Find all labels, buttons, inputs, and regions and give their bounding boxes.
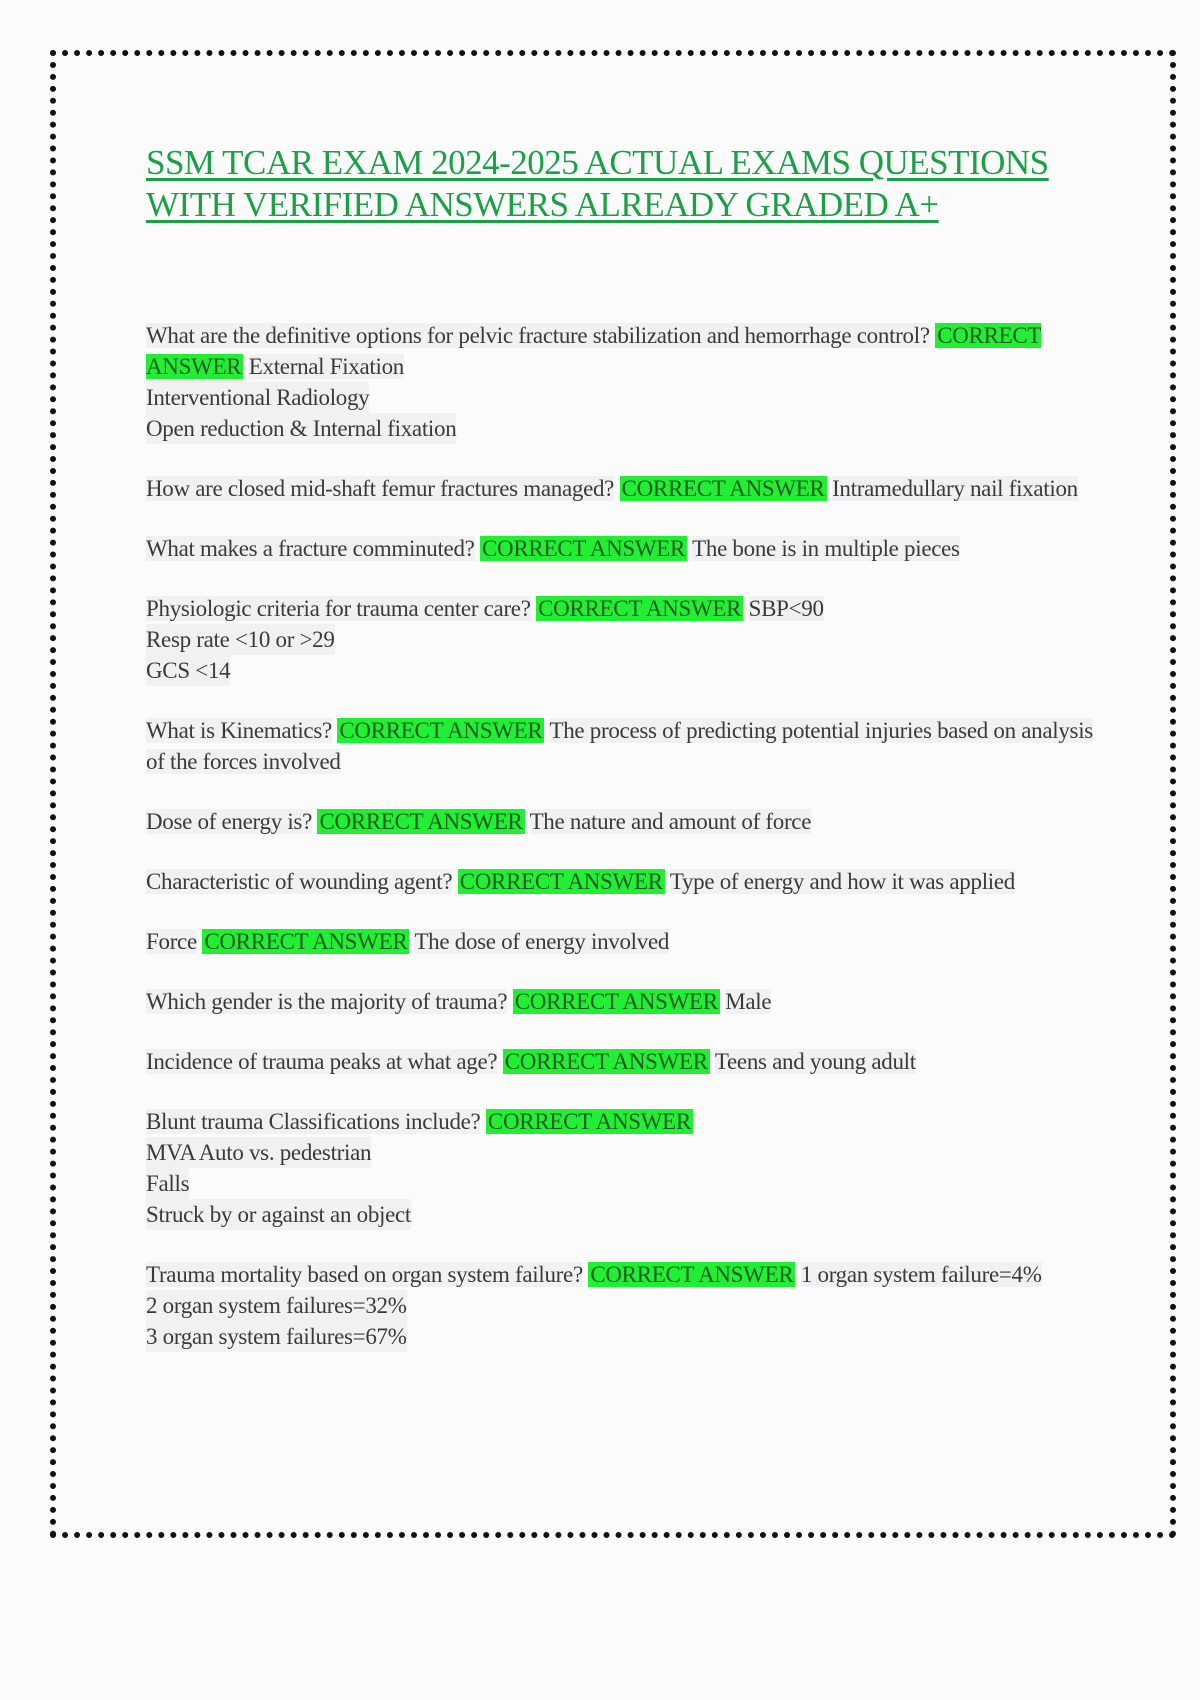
question-text: Physiologic criteria for trauma center care? — [146, 596, 531, 621]
answer-line: Male — [725, 989, 772, 1014]
correct-answer-label: CORRECT ANSWER — [146, 323, 1042, 379]
answer-line: Type of energy and how it was applied — [669, 869, 1015, 894]
answer-line: 3 organ system failures=67% — [146, 1321, 407, 1352]
answer-line: The bone is in multiple pieces — [692, 536, 960, 561]
correct-answer-label: CORRECT ANSWER — [590, 1262, 794, 1287]
qa-list — [146, 320, 1106, 1352]
correct-answer-label: CORRECT ANSWER — [487, 1109, 691, 1134]
document-title: SSM TCAR EXAM 2024-2025 ACTUAL EXAMS QUESTIONS WITH VERIFIED ANSWERS ALREADY GRADED A+ — [146, 143, 1049, 224]
correct-answer-label: CORRECT ANSWER — [621, 476, 825, 501]
correct-answer-label: CORRECT ANSWER — [538, 596, 742, 621]
answer-line: Falls — [146, 1168, 189, 1199]
answer-line: The process of predicting potential injuries based on analysis of the forces involved — [146, 718, 1093, 774]
qa-item — [146, 806, 1106, 837]
answer-line: External Fixation — [248, 354, 404, 379]
question-text: Which gender is the majority of trauma? — [146, 989, 508, 1014]
question-text: Characteristic of wounding agent? — [146, 869, 453, 894]
qa-item — [146, 926, 1106, 957]
qa-item — [146, 986, 1106, 1017]
question-text: What are the definitive options for pelvic fracture stabilization and hemorrhage control? — [146, 323, 930, 348]
qa-item — [146, 715, 1106, 777]
correct-answer-label: CORRECT ANSWER — [504, 1049, 708, 1074]
answer-line: Struck by or against an object — [146, 1199, 411, 1230]
answer-line: GCS <14 — [146, 655, 230, 686]
qa-item — [146, 1259, 1106, 1352]
correct-answer-label: CORRECT ANSWER — [204, 929, 408, 954]
answer-line: 1 organ system failure=4% — [800, 1262, 1042, 1287]
question-text: Dose of energy is? — [146, 809, 312, 834]
answer-line: Open reduction & Internal fixation — [146, 413, 456, 444]
qa-item — [146, 533, 1106, 564]
answer-line: Teens and young adult — [714, 1049, 916, 1074]
correct-answer-label: CORRECT ANSWER — [482, 536, 686, 561]
answer-line: Interventional Radiology — [146, 382, 369, 413]
qa-item — [146, 593, 1106, 686]
answer-line: 2 organ system failures=32% — [146, 1290, 407, 1321]
qa-item — [146, 866, 1106, 897]
qa-item — [146, 473, 1106, 504]
question-text: How are closed mid-shaft femur fractures managed? — [146, 476, 615, 501]
correct-answer-label: CORRECT ANSWER — [459, 869, 663, 894]
correct-answer-label: CORRECT ANSWER — [319, 809, 523, 834]
qa-item — [146, 320, 1106, 444]
answer-line: Resp rate <10 or >29 — [146, 624, 335, 655]
answer-line: The dose of energy involved — [414, 929, 670, 954]
question-text: Force — [146, 929, 197, 954]
correct-answer-label: CORRECT ANSWER — [514, 989, 718, 1014]
question-text: What makes a fracture comminuted? — [146, 536, 475, 561]
answer-line: The nature and amount of force — [529, 809, 812, 834]
correct-answer-label: CORRECT ANSWER — [339, 718, 543, 743]
question-text: What is Kinematics? — [146, 718, 332, 743]
question-text: Blunt trauma Classifications include? — [146, 1109, 481, 1134]
answer-line: MVA Auto vs. pedestrian — [146, 1137, 371, 1168]
question-text: Trauma mortality based on organ system failure? — [146, 1262, 583, 1287]
qa-item — [146, 1106, 1106, 1230]
answer-line: Intramedullary nail fixation — [832, 476, 1078, 501]
qa-item — [146, 1046, 1106, 1077]
answer-line: SBP<90 — [748, 596, 824, 621]
question-text: Incidence of trauma peaks at what age? — [146, 1049, 498, 1074]
